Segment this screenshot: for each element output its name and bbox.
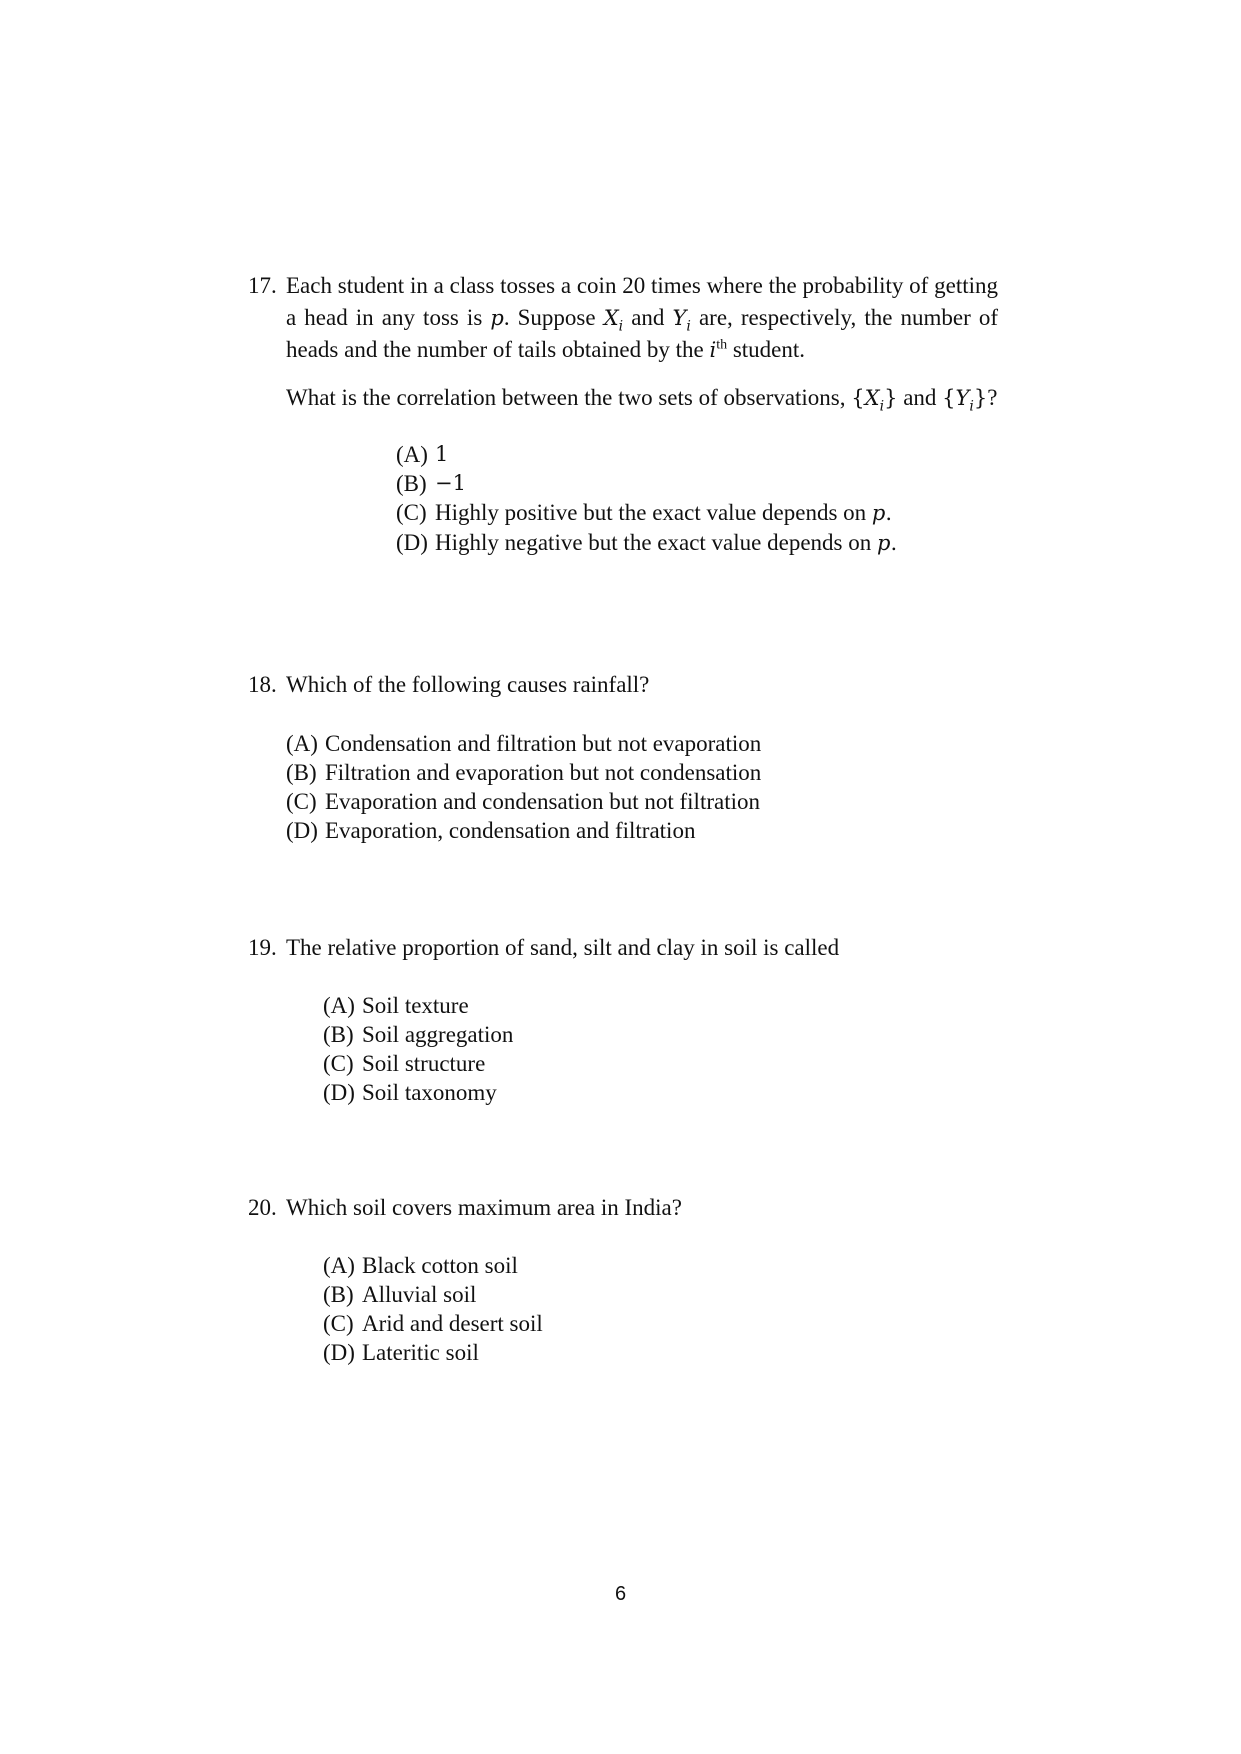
question-20 [248, 1192, 998, 1367]
variable-p: p [876, 531, 891, 555]
variable-p: p [871, 501, 886, 525]
question-stem [248, 669, 998, 701]
option-d[interactable]: (D) Evaporation, condensation and filtration [286, 818, 696, 843]
variable-i: i [709, 338, 717, 362]
question-stem [248, 1192, 998, 1224]
option-d[interactable]: (D) Soil taxonomy [323, 1080, 497, 1105]
question-stem [248, 270, 998, 414]
option-b[interactable]: (B) Alluvial soil [323, 1282, 477, 1307]
question-18 [248, 669, 998, 845]
question-text: Which of the following causes rainfall? [286, 672, 650, 697]
subscript-i: i [618, 318, 624, 335]
option-a[interactable]: (A) Soil texture [323, 993, 469, 1018]
option-a[interactable]: (A) Condensation and filtration but not evaporation [286, 731, 762, 756]
option-b[interactable]: (B) Filtration and evaporation but not condensation [286, 760, 762, 785]
question-19 [248, 932, 998, 1107]
question-ask: What is the correlation between the two sets of observations, $\{X_i\}$ and $\{Y_i\}$? [286, 385, 998, 415]
option-c[interactable]: (C) Arid and desert soil [323, 1311, 543, 1336]
variable-y: Y [955, 386, 970, 410]
option-d[interactable]: (D) Highly negative but the exact value depends on p. [396, 530, 898, 555]
variable-x: X [864, 386, 880, 410]
question-text: The relative proportion of sand, silt and clay in soil is called [286, 935, 840, 960]
page-number: 6 [614, 1583, 627, 1605]
variable-p: p [490, 306, 504, 330]
option-b[interactable]: (B) −1 [396, 471, 466, 496]
question-text: Each student in a class tosses a coin 20 times where the probability of getting a head in any toss is p. Suppose $X_i$ and $Y_i$ are, respectively, the number of heads and the number of tails obtained by the $i^{th}$ student. [286, 273, 999, 362]
question-number: 19. [248, 935, 277, 960]
variable-y: Y [672, 306, 687, 330]
question-number: 20. [248, 1195, 277, 1220]
question-number: 17. [248, 273, 277, 298]
question-17 [248, 270, 998, 558]
option-list [323, 991, 998, 1107]
question-number: 18. [248, 672, 277, 697]
subscript-i: i [686, 318, 691, 335]
variable-x: X [603, 306, 619, 330]
question-stem [248, 932, 998, 964]
question-text: Which soil covers maximum area in India? [286, 1195, 682, 1220]
option-list [396, 440, 998, 558]
option-list [323, 1251, 998, 1367]
option-c[interactable]: (C) Evaporation and condensation but not filtration [286, 789, 760, 814]
superscript-th: th [716, 337, 728, 353]
option-a[interactable]: (A) 1 [396, 442, 449, 467]
option-d[interactable]: (D) Lateritic soil [323, 1340, 479, 1365]
option-a[interactable]: (A) Black cotton soil [323, 1253, 518, 1278]
option-c[interactable]: (C) Soil structure [323, 1051, 486, 1076]
option-list [286, 729, 998, 845]
option-c[interactable]: (C) Highly positive but the exact value depends on p. [396, 500, 893, 525]
option-b[interactable]: (B) Soil aggregation [323, 1022, 514, 1047]
